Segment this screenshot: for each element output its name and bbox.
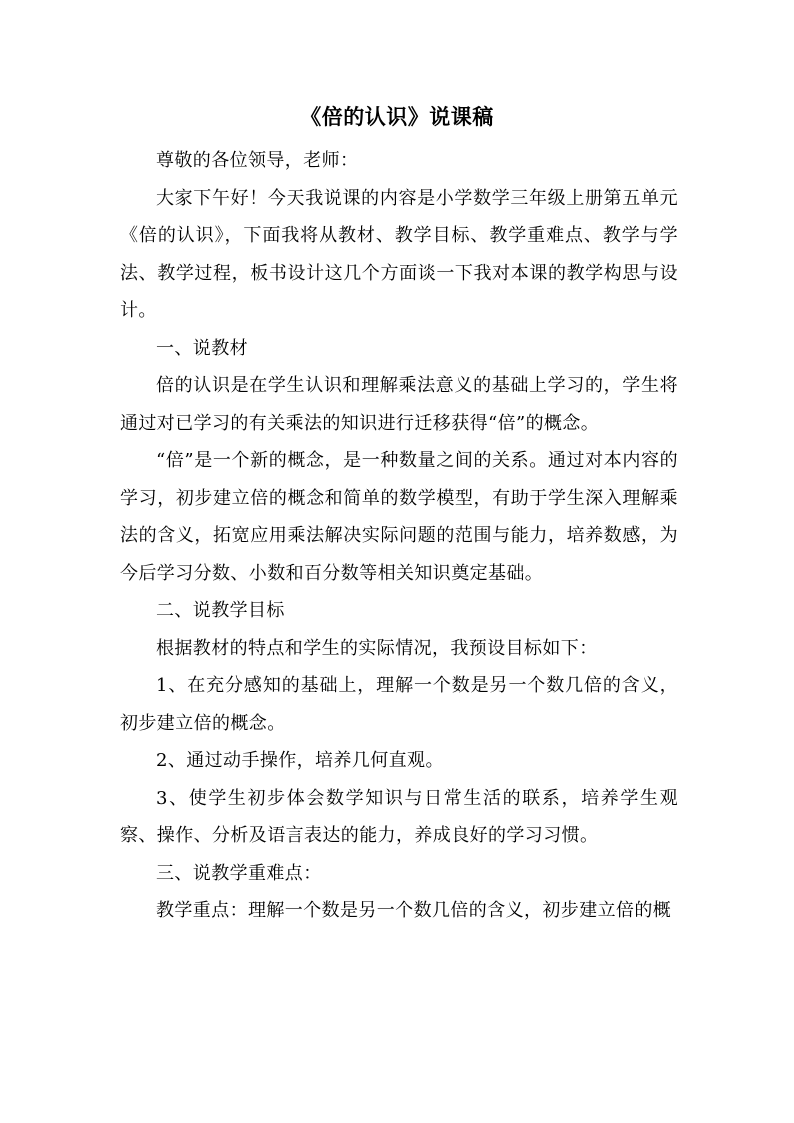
objective-item-3: 3、使学生初步体会数学知识与日常生活的联系，培养学生观察、操作、分析及语言表达的能力，养成良好的学习习惯。 <box>120 787 678 846</box>
paragraph-introduction: 大家下午好！今天我说课的内容是小学数学三年级上册第五单元《倍的认识》，下面我将从教材、教学目标、教学重难点、教学与学法、教学过程，板书设计这几个方面谈一下我对本课的教学构思与设计。 <box>120 187 678 321</box>
paragraph-key-point: 教学重点：理解一个数是另一个数几倍的含义，初步建立倍的概 <box>156 900 672 921</box>
paragraph-objectives-intro: 根据教材的特点和学生的实际情况，我预设目标如下： <box>156 637 598 659</box>
document-body <box>120 142 678 930</box>
section-heading-textbook: 一、说教材 <box>156 337 248 359</box>
paragraph-textbook-2: “倍”是一个新的概念，是一种数量之间的关系。通过对本内容的学习，初步建立倍的概念和简单的数学模型，有助于学生深入理解乘法的含义，拓宽应用乘法解决实际问题的范围与能力，培养数感，为今后学习分数、小数和百分数等相关知识奠定基础。 <box>120 450 678 584</box>
document-title: 《倍的认识》说课稿 <box>300 105 494 129</box>
objective-item-2: 2、通过动手操作，培养几何直观。 <box>156 750 444 771</box>
objective-item-1: 1、在充分感知的基础上，理解一个数是另一个数几倍的含义，初步建立倍的概念。 <box>120 675 678 734</box>
section-heading-objectives: 二、说教学目标 <box>156 600 285 621</box>
paragraph-greeting: 尊敬的各位领导，老师： <box>156 150 359 171</box>
section-heading-key-points: 三、说教学重难点： <box>156 862 322 884</box>
paragraph-textbook-1: 倍的认识是在学生认识和理解乘法意义的基础上学习的，学生将通过对已学习的有关乘法的知识进行迁移获得“倍”的概念。 <box>120 375 678 434</box>
